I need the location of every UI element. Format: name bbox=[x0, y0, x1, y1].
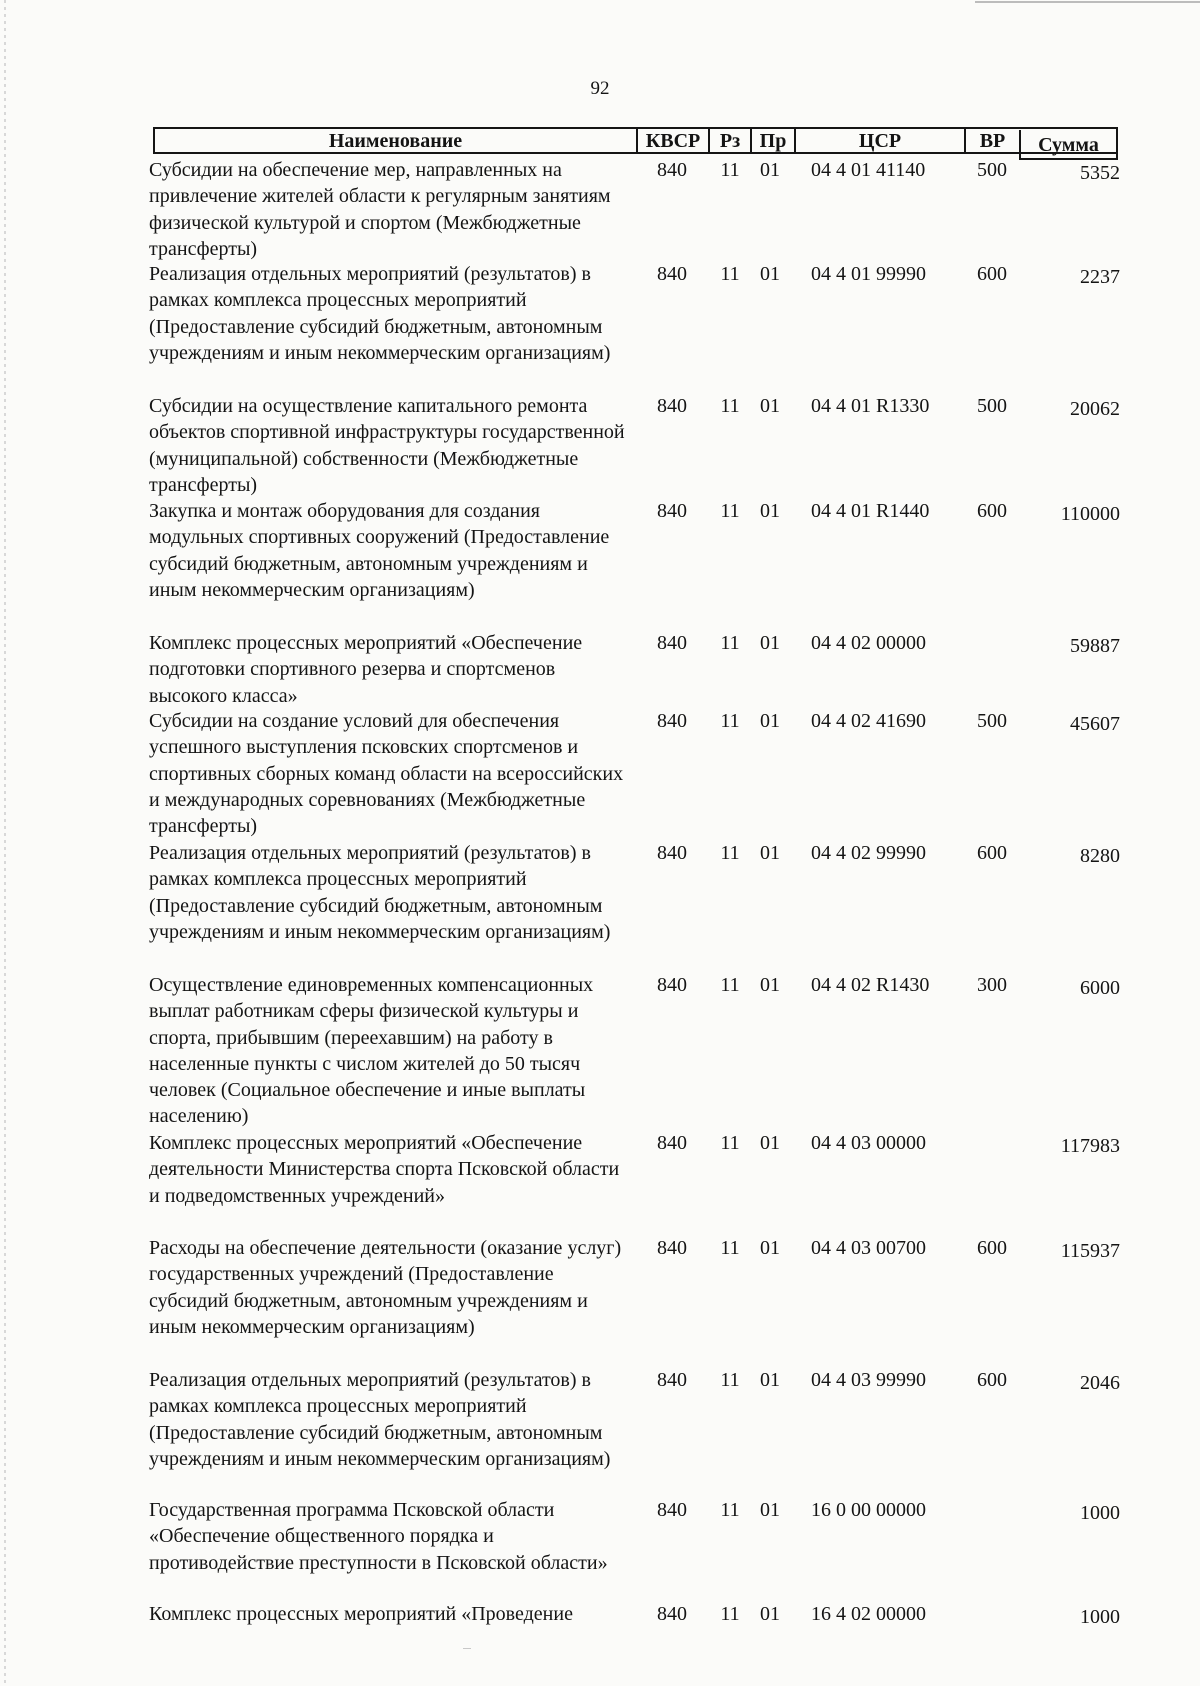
header-name: Наименование bbox=[328, 130, 463, 152]
row-vr: 300 bbox=[977, 974, 1007, 996]
row-sum: 117983 bbox=[1060, 1135, 1120, 1157]
row-pr: 01 bbox=[760, 1132, 780, 1154]
row-pr: 01 bbox=[760, 842, 780, 864]
row-csr: 04 4 03 00000 bbox=[811, 1132, 926, 1154]
row-sum: 1000 bbox=[1080, 1606, 1120, 1628]
row-csr: 04 4 01 R1330 bbox=[811, 395, 930, 417]
row-rz: 11 bbox=[720, 710, 740, 732]
row-rz: 11 bbox=[720, 632, 740, 654]
row-pr: 01 bbox=[760, 395, 780, 417]
row-name: Комплекс процессных мероприятий «Обеспечение деятельности Министерства спорта Псковской области и подведомственных учреждений» bbox=[149, 1132, 620, 1207]
row-vr: 500 bbox=[977, 395, 1007, 417]
row-kvsr: 840 bbox=[657, 1237, 687, 1259]
row-sum: 20062 bbox=[1070, 398, 1120, 420]
header-rz: Рз bbox=[708, 128, 750, 154]
row-rz: 11 bbox=[720, 1499, 740, 1521]
row-sum: 2046 bbox=[1080, 1372, 1120, 1394]
row-name: Расходы на обеспечение деятельности (оказание услуг) государственных учреждений (Предоставление субсидий бюджетным, автономным учреждениям и иным некоммерческим организациям) bbox=[149, 1237, 622, 1338]
row-pr: 01 bbox=[760, 159, 780, 181]
row-csr: 04 4 01 41140 bbox=[811, 159, 926, 181]
row-csr: 16 0 00 00000 bbox=[811, 1499, 926, 1521]
row-sum: 5352 bbox=[1080, 162, 1120, 184]
row-pr: 01 bbox=[760, 500, 780, 522]
row-pr: 01 bbox=[760, 1603, 780, 1625]
row-kvsr: 840 bbox=[657, 1369, 687, 1391]
row-name: Закупка и монтаж оборудования для создания модульных спортивных сооружений (Предоставление субсидий бюджетным, автономным учреждениям и иным некоммерческим организациям) bbox=[149, 500, 610, 601]
row-kvsr: 840 bbox=[657, 395, 687, 417]
row-name: Комплекс процессных мероприятий «Обеспечение подготовки спортивного резерва и спортсменов высокого класса» bbox=[149, 632, 583, 707]
row-sum: 45607 bbox=[1070, 713, 1120, 735]
row-pr: 01 bbox=[760, 263, 780, 285]
row-rz: 11 bbox=[720, 263, 740, 285]
page-number: 92 bbox=[590, 78, 610, 99]
row-rz: 11 bbox=[720, 159, 740, 181]
header-vr: ВР bbox=[964, 128, 1019, 154]
row-pr: 01 bbox=[760, 974, 780, 996]
row-rz: 11 bbox=[720, 974, 740, 996]
row-csr: 04 4 02 R1430 bbox=[811, 974, 930, 996]
row-name: Комплекс процессных мероприятий «Проведение bbox=[149, 1603, 573, 1625]
row-sum: 59887 bbox=[1070, 635, 1120, 657]
row-csr: 04 4 01 99990 bbox=[811, 263, 926, 285]
scan-edge-left bbox=[4, 0, 6, 1686]
row-kvsr: 840 bbox=[657, 263, 687, 285]
row-kvsr: 840 bbox=[657, 1603, 687, 1625]
row-name: Реализация отдельных мероприятий (результатов) в рамках комплекса процессных мероприятий (Предоставление субсидий бюджетным, автономным учреждениям и иным некоммерческим организациям) bbox=[149, 842, 611, 943]
row-rz: 11 bbox=[720, 842, 740, 864]
row-vr: 600 bbox=[977, 842, 1007, 864]
scan-mark bbox=[463, 1648, 471, 1649]
row-vr: 600 bbox=[977, 1369, 1007, 1391]
header-kvsr: КВСР bbox=[636, 128, 708, 154]
scan-edge-top bbox=[975, 1, 1200, 3]
row-name: Государственная программа Псковской области «Обеспечение общественного порядка и противодействие преступности в Псковской области» bbox=[149, 1499, 608, 1574]
row-name: Субсидии на создание условий для обеспечения успешного выступления псковских спортсменов и спортивных сборных команд области на всероссийских и международных соревнованиях (Межбюджетные трансферты) bbox=[149, 710, 624, 838]
row-sum: 110000 bbox=[1060, 503, 1120, 525]
row-pr: 01 bbox=[760, 710, 780, 732]
row-kvsr: 840 bbox=[657, 974, 687, 996]
row-sum: 1000 bbox=[1080, 1502, 1120, 1524]
row-pr: 01 bbox=[760, 1237, 780, 1259]
row-vr: 500 bbox=[977, 710, 1007, 732]
row-sum: 2237 bbox=[1080, 266, 1120, 288]
row-vr: 600 bbox=[977, 263, 1007, 285]
row-kvsr: 840 bbox=[657, 842, 687, 864]
row-sum: 6000 bbox=[1080, 977, 1120, 999]
row-csr: 04 4 03 99990 bbox=[811, 1369, 926, 1391]
row-csr: 04 4 03 00700 bbox=[811, 1237, 926, 1259]
row-vr: 600 bbox=[977, 1237, 1007, 1259]
row-csr: 04 4 01 R1440 bbox=[811, 500, 930, 522]
row-kvsr: 840 bbox=[657, 1499, 687, 1521]
row-pr: 01 bbox=[760, 1369, 780, 1391]
row-rz: 11 bbox=[720, 1369, 740, 1391]
row-rz: 11 bbox=[720, 1237, 740, 1259]
row-kvsr: 840 bbox=[657, 159, 687, 181]
row-kvsr: 840 bbox=[657, 500, 687, 522]
row-name: Осуществление единовременных компенсационных выплат работникам сферы физической культуры и спорта, прибывшим (переехавшим) на работу в населенные пункты с числом жителей до 50 тысяч человек (Социальное обеспечение и иные выплаты населению) bbox=[149, 974, 594, 1128]
row-rz: 11 bbox=[720, 1132, 740, 1154]
row-rz: 11 bbox=[720, 500, 740, 522]
row-sum: 115937 bbox=[1060, 1240, 1120, 1262]
row-vr: 500 bbox=[977, 159, 1007, 181]
row-pr: 01 bbox=[760, 1499, 780, 1521]
row-name: Реализация отдельных мероприятий (результатов) в рамках комплекса процессных мероприятий (Предоставление субсидий бюджетным, автономным учреждениям и иным некоммерческим организациям) bbox=[149, 1369, 611, 1470]
header-pr: Пр bbox=[750, 128, 794, 154]
row-sum: 8280 bbox=[1080, 845, 1120, 867]
row-vr: 600 bbox=[977, 500, 1007, 522]
row-name: Субсидии на осуществление капитального ремонта объектов спортивной инфраструктуры государственной (муниципальной) собственности (Межбюджетные трансферты) bbox=[149, 395, 625, 496]
row-csr: 04 4 02 00000 bbox=[811, 632, 926, 654]
row-pr: 01 bbox=[760, 632, 780, 654]
row-csr: 04 4 02 99990 bbox=[811, 842, 926, 864]
row-name: Реализация отдельных мероприятий (результатов) в рамках комплекса процессных мероприятий (Предоставление субсидий бюджетным, автономным учреждениям и иным некоммерческим организациям) bbox=[149, 263, 611, 364]
row-name: Субсидии на обеспечение мер, направленных на привлечение жителей области к регулярным занятиям физической культурой и спортом (Межбюджетные трансферты) bbox=[149, 159, 611, 260]
row-rz: 11 bbox=[720, 395, 740, 417]
row-csr: 04 4 02 41690 bbox=[811, 710, 926, 732]
row-rz: 11 bbox=[720, 1603, 740, 1625]
row-kvsr: 840 bbox=[657, 632, 687, 654]
row-csr: 16 4 02 00000 bbox=[811, 1603, 926, 1625]
header-csr: ЦСР bbox=[794, 128, 964, 154]
header-sum: Сумма bbox=[1019, 130, 1118, 160]
row-kvsr: 840 bbox=[657, 710, 687, 732]
row-kvsr: 840 bbox=[657, 1132, 687, 1154]
